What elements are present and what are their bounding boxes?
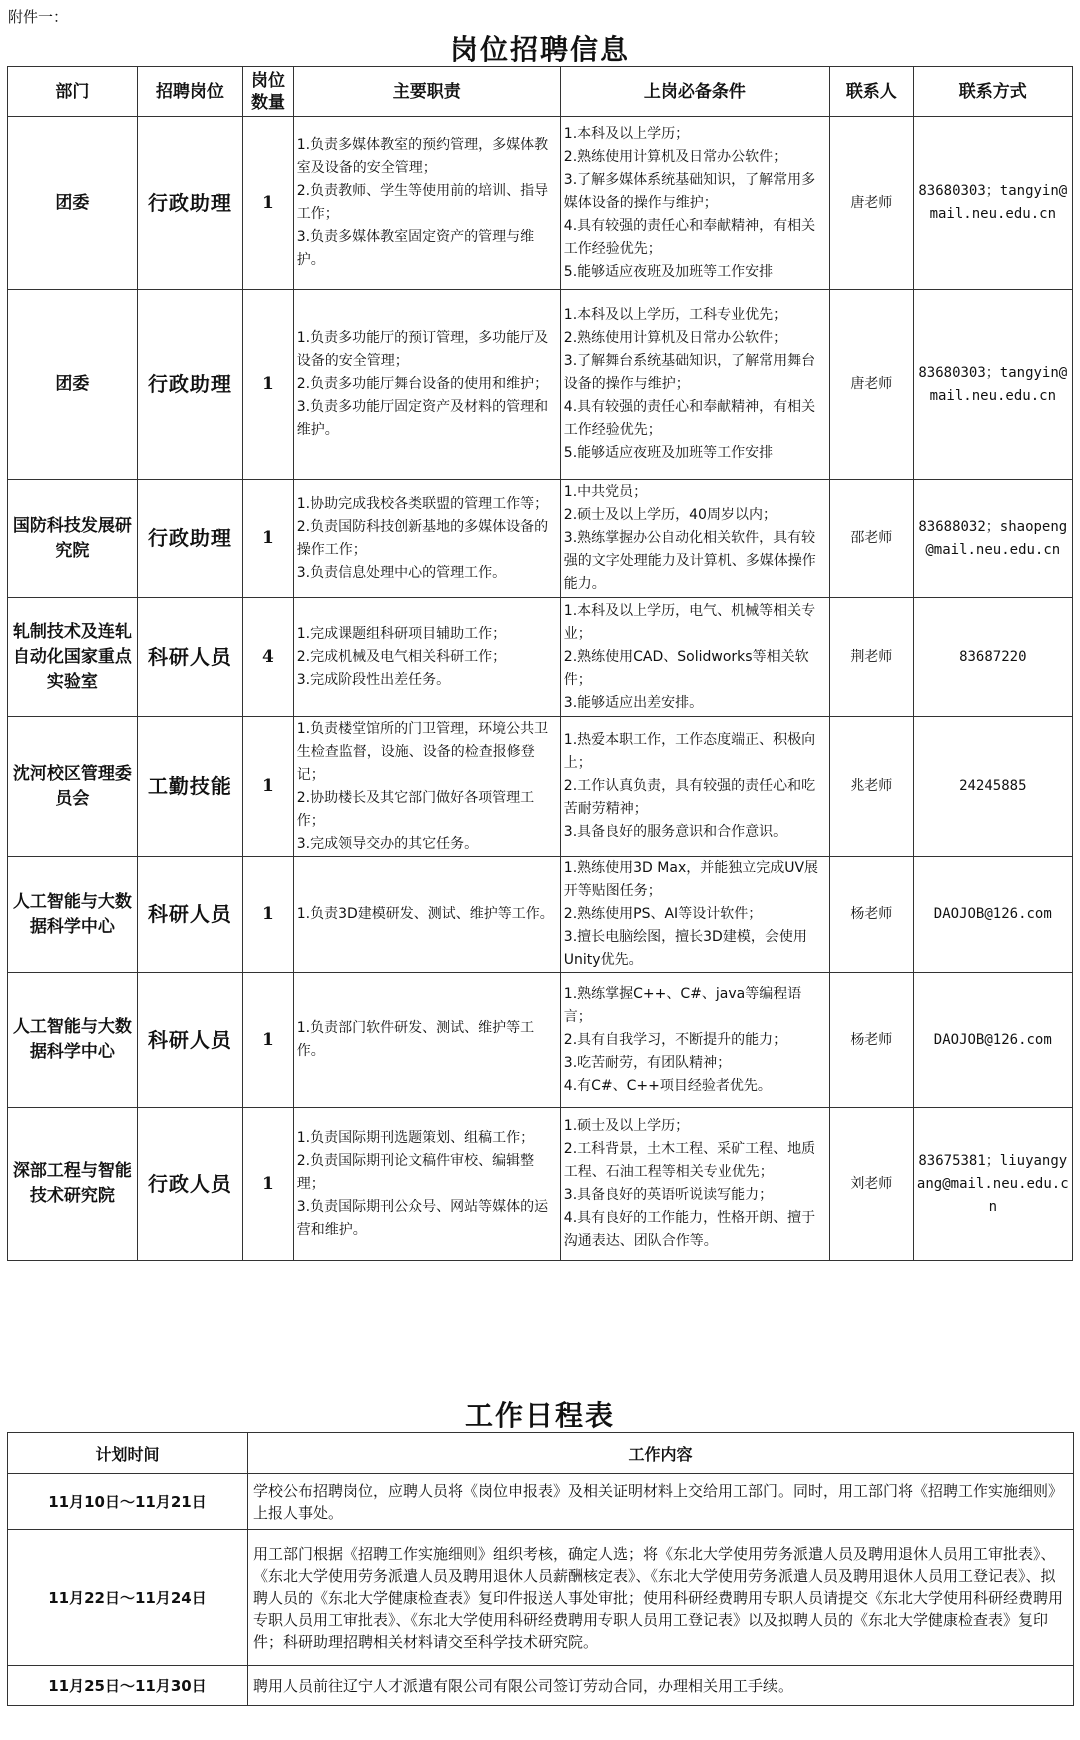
position-cell: 行政助理	[137, 480, 243, 598]
duties-cell	[293, 1108, 560, 1261]
contact-cell: 刘老师	[830, 1108, 914, 1261]
contact-method-cell: DAOJOB@126.com	[913, 857, 1072, 973]
requirement-line: 3.熟练掌握办公自动化相关软件，具有较强的文字处理能力及计算机、多媒体操作能力。	[563, 530, 816, 592]
duty-line: 1.协助完成我校各类联盟的管理工作等；	[296, 495, 549, 512]
requirement-line: 1.热爱本职工作，工作态度端正、积极向上；	[563, 732, 816, 771]
count-cell: 1	[243, 290, 294, 480]
jobs-header-row	[8, 67, 1073, 117]
position-cell: 科研人员	[137, 857, 243, 973]
contact-method-cell: 83680303；tangyin@mail.neu.edu.cn	[913, 290, 1072, 480]
count-cell: 1	[243, 117, 294, 290]
schedule-header-time: 计划时间	[8, 1433, 248, 1474]
requirement-line: 2.硕士及以上学历，40周岁以内；	[563, 507, 777, 523]
duty-line: 3.负责国际期刊公众号、网站等媒体的运营和维护。	[296, 1198, 549, 1238]
duty-line: 3.完成阶段性出差任务。	[296, 671, 451, 688]
dept-cell: 沈河校区管理委员会	[8, 717, 138, 857]
requirement-line: 3.了解多媒体系统基础知识，了解常用多媒体设备的操作与维护；	[563, 171, 816, 211]
requirement-line: 5.能够适应夜班及加班等工作安排	[563, 445, 774, 461]
duty-line: 2.协助楼长及其它部门做好各项管理工作；	[296, 789, 535, 829]
dept-cell: 国防科技发展研究院	[8, 480, 138, 598]
requirement-line: 2.熟练使用计算机及日常办公软件；	[563, 148, 788, 165]
duty-line: 3.负责多媒体教室固定资产的管理与维护。	[296, 229, 535, 268]
header-contact: 联系人	[830, 67, 914, 117]
requirement-line: 1.熟练掌握C++、C#、java等编程语言；	[563, 985, 802, 1025]
duty-line: 1.负责部门软件研发、测试、维护等工作。	[296, 1020, 535, 1059]
duties-cell	[293, 290, 560, 480]
dept-cell: 团委	[8, 290, 138, 480]
job-row	[8, 290, 1073, 480]
requirement-line: 3.了解舞台系统基础知识，了解常用舞台设备的操作与维护；	[563, 353, 816, 392]
duty-line: 3.完成领导交办的其它任务。	[296, 835, 479, 852]
job-row	[8, 973, 1073, 1108]
header-duties: 主要职责	[293, 67, 560, 117]
page-title: 岗位招聘信息	[449, 33, 630, 66]
requirements-cell	[560, 117, 829, 290]
count-cell: 1	[243, 1108, 294, 1261]
duty-line: 2.完成机械及电气相关科研工作；	[296, 648, 507, 665]
schedule-row	[8, 1474, 1074, 1530]
duty-line: 3.负责信息处理中心的管理工作。	[296, 564, 507, 581]
position-cell: 行政人员	[137, 1108, 243, 1261]
schedule-time-cell: 11月25日～11月30日	[8, 1666, 248, 1706]
schedule-content-cell: 聘用人员前往辽宁人才派遣有限公司有限公司签订劳动合同，办理相关用工手续。	[248, 1666, 1074, 1706]
contact-method-cell: DAOJOB@126.com	[913, 973, 1072, 1108]
count-cell: 1	[243, 480, 294, 598]
requirement-line: 2.工作认真负责，具有较强的责任心和吃苦耐劳精神；	[563, 778, 816, 817]
job-row	[8, 1108, 1073, 1261]
contact-method-cell: 83687220	[913, 598, 1072, 717]
requirement-line: 4.具有较强的责任心和奉献精神，有相关工作经验优先；	[563, 217, 816, 257]
requirements-cell	[560, 598, 829, 717]
requirements-cell	[560, 973, 829, 1108]
schedule-time-cell: 11月22日～11月24日	[8, 1530, 248, 1666]
duty-line: 3.负责多功能厅固定资产及材料的管理和维护。	[296, 399, 549, 438]
job-row	[8, 857, 1073, 973]
duty-line: 1.负责楼堂馆所的门卫管理，环境公共卫生检查监督，设施、设备的检查报修登记；	[296, 720, 549, 783]
job-row	[8, 717, 1073, 857]
requirement-line: 2.熟练使用PS、AI等设计软件；	[563, 906, 763, 922]
job-row	[8, 117, 1073, 290]
requirement-line: 3.吃苦耐劳，有团队精神；	[563, 1054, 732, 1071]
header-count: 岗位数量	[243, 67, 294, 117]
duty-line: 1.负责多功能厅的预订管理，多功能厅及设备的安全管理；	[296, 330, 549, 369]
contact-method-cell: 83675381；liuyangyang@mail.neu.edu.cn	[913, 1108, 1072, 1261]
requirement-line: 1.本科及以上学历，电气、机械等相关专业；	[563, 602, 816, 642]
requirement-line: 5.能够适应夜班及加班等工作安排	[563, 263, 774, 280]
dept-cell: 团委	[8, 117, 138, 290]
requirement-line: 4.有C#、C++项目经验者优先。	[563, 1077, 772, 1094]
requirement-line: 1.熟练使用3D Max，并能独立完成UV展开等贴图任务；	[563, 860, 819, 899]
requirement-line: 1.中共党员；	[563, 484, 648, 500]
schedule-row	[8, 1530, 1074, 1666]
dept-cell: 深部工程与智能技术研究院	[8, 1108, 138, 1261]
contact-cell: 邵老师	[830, 480, 914, 598]
schedule-content-cell: 用工部门根据《招聘工作实施细则》组织考核，确定人选；将《东北大学使用劳务派遣人员及聘用退休人员用工审批表》、《东北大学使用劳务派遣人员及聘用退休人员薪酬核定表》、《东北大学使用劳务派遣人员及聘用退休人员用工登记表》、拟聘人员的《东北大学健康检查表》复印件报送人事处审批；使用科研经费聘用专职人员请提交《东北大学使用科研经费聘用专职人员用工审批表》、《东北大学使用科研经费聘用专职人员用工登记表》以及拟聘人员的《东北大学健康检查表》复印件；科研助理招聘相关材料请交至科学技术研究院。	[248, 1530, 1074, 1666]
count-cell: 1	[243, 717, 294, 857]
requirement-line: 1.本科及以上学历，工科专业优先；	[563, 307, 788, 323]
dept-cell: 人工智能与大数据科学中心	[8, 857, 138, 973]
schedule-header-row	[8, 1433, 1074, 1474]
schedule-row	[8, 1666, 1074, 1706]
contact-method-cell: 83688032；shaopeng@mail.neu.edu.cn	[913, 480, 1072, 598]
position-cell: 工勤技能	[137, 717, 243, 857]
dept-cell: 轧制技术及连轧自动化国家重点实验室	[8, 598, 138, 717]
header-contact-method: 联系方式	[913, 67, 1072, 117]
jobs-table	[7, 66, 1073, 1261]
schedule-content-cell: 学校公布招聘岗位，应聘人员将《岗位申报表》及相关证明材料上交给用工部门。同时，用工部门将《招聘工作实施细则》上报人事处。	[248, 1474, 1074, 1530]
job-row	[8, 480, 1073, 598]
schedule-title: 工作日程表	[464, 1399, 615, 1432]
header-dept: 部门	[8, 67, 138, 117]
requirements-cell	[560, 480, 829, 598]
dept-cell: 人工智能与大数据科学中心	[8, 973, 138, 1108]
job-row	[8, 598, 1073, 717]
requirement-line: 3.具备良好的服务意识和合作意识。	[563, 824, 788, 840]
contact-cell: 杨老师	[830, 857, 914, 973]
requirement-line: 2.熟练使用计算机及日常办公软件；	[563, 330, 788, 346]
requirements-cell	[560, 857, 829, 973]
duty-line: 2.负责教师、学生等使用前的培训、指导工作；	[296, 183, 549, 222]
contact-method-cell: 83680303；tangyin@mail.neu.edu.cn	[913, 117, 1072, 290]
duties-cell	[293, 717, 560, 857]
position-cell: 行政助理	[137, 117, 243, 290]
schedule-header-content: 工作内容	[248, 1433, 1074, 1474]
requirement-line: 3.能够适应出差安排。	[563, 694, 704, 711]
requirement-line: 4.具有较强的责任心和奉献精神，有相关工作经验优先；	[563, 399, 816, 438]
position-cell: 行政助理	[137, 290, 243, 480]
duties-cell	[293, 598, 560, 717]
duty-line: 1.负责国际期刊选题策划、组稿工作；	[296, 1129, 535, 1146]
schedule-body	[8, 1474, 1074, 1706]
contact-cell: 荆老师	[830, 598, 914, 717]
schedule-table	[7, 1432, 1074, 1706]
duties-cell	[293, 480, 560, 598]
duties-cell	[293, 117, 560, 290]
duty-line: 2.负责国防科技创新基地的多媒体设备的操作工作；	[296, 518, 549, 558]
requirement-line: 2.具有自我学习，不断提升的能力；	[563, 1031, 788, 1048]
requirement-line: 2.熟练使用CAD、Solidworks等相关软件；	[563, 648, 809, 688]
requirement-line: 1.本科及以上学历；	[563, 125, 690, 142]
requirement-line: 1.硕士及以上学历；	[563, 1118, 690, 1134]
requirement-line: 4.具有良好的工作能力，性格开朗、擅于沟通表达、团队合作等。	[563, 1210, 816, 1249]
header-requirements: 上岗必备条件	[560, 67, 829, 117]
count-cell: 1	[243, 973, 294, 1108]
duties-cell	[293, 973, 560, 1108]
duty-line: 2.负责多功能厅舞台设备的使用和维护；	[296, 376, 549, 392]
schedule-time-cell: 11月10日～11月21日	[8, 1474, 248, 1530]
attachment-label: 附件一：	[8, 8, 69, 26]
contact-cell: 兆老师	[830, 717, 914, 857]
requirements-cell	[560, 717, 829, 857]
count-cell: 1	[243, 857, 294, 973]
jobs-body	[8, 117, 1073, 1261]
requirement-line: 3.擅长电脑绘图，擅长3D建模，会使用Unity优先。	[563, 929, 807, 968]
header-position: 招聘岗位	[137, 67, 243, 117]
requirement-line: 3.具备良好的英语听说读写能力；	[563, 1187, 774, 1203]
contact-method-cell: 24245885	[913, 717, 1072, 857]
requirements-cell	[560, 290, 829, 480]
duties-cell	[293, 857, 560, 973]
requirement-line: 2.工科背景，土木工程、采矿工程、地质工程、石油工程等相关专业优先；	[563, 1141, 816, 1180]
duty-line: 1.负责3D建模研发、测试、维护等工作。	[296, 906, 554, 922]
contact-cell: 唐老师	[830, 117, 914, 290]
count-cell: 4	[243, 598, 294, 717]
requirements-cell	[560, 1108, 829, 1261]
duty-line: 2.负责国际期刊论文稿件审校、编辑整理；	[296, 1152, 535, 1192]
position-cell: 科研人员	[137, 598, 243, 717]
duty-line: 1.完成课题组科研项目辅助工作；	[296, 625, 507, 642]
position-cell: 科研人员	[137, 973, 243, 1108]
contact-cell: 唐老师	[830, 290, 914, 480]
duty-line: 1.负责多媒体教室的预约管理，多媒体教室及设备的安全管理；	[296, 137, 549, 176]
contact-cell: 杨老师	[830, 973, 914, 1108]
